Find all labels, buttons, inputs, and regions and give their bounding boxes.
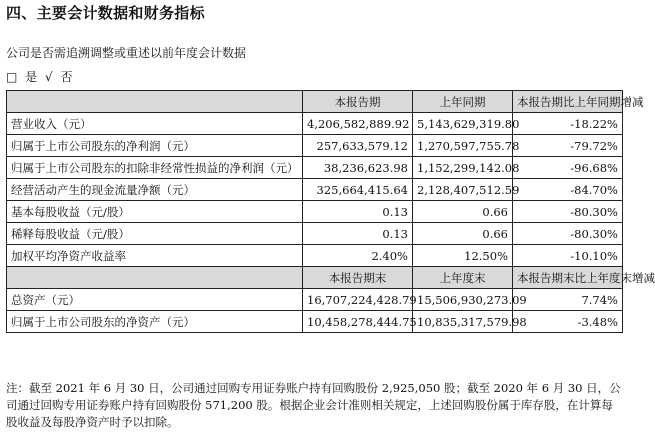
- check-mark-icon: √: [45, 70, 53, 84]
- section-title: 四、主要会计数据和财务指标: [6, 4, 205, 22]
- financial-indicators-table: [6, 90, 655, 333]
- header-cell: 本报告期: [303, 91, 413, 113]
- table-row: [7, 289, 623, 311]
- table-row: [7, 179, 623, 201]
- value-cell: -84.70%: [513, 179, 623, 201]
- value-cell: 10,835,317,579.98: [413, 311, 513, 333]
- value-cell: -18.22%: [513, 113, 623, 135]
- row-label: 归属于上市公司股东的净资产（元）: [7, 311, 303, 333]
- value-cell: 12.50%: [413, 245, 513, 267]
- value-cell: 4,206,582,889.92: [303, 113, 413, 135]
- header-cell: [7, 91, 303, 113]
- row-label: 归属于上市公司股东的扣除非经常性损益的净利润（元）: [7, 157, 303, 179]
- option-yes: 是: [25, 70, 38, 84]
- table-row: [7, 157, 623, 179]
- value-cell: -79.72%: [513, 135, 623, 157]
- value-cell: 7.74%: [513, 289, 623, 311]
- value-cell: 10,458,278,444.75: [303, 311, 413, 333]
- value-cell: 5,143,629,319.80: [413, 113, 513, 135]
- row-label: 营业收入（元）: [7, 113, 303, 135]
- value-cell: -96.68%: [513, 157, 623, 179]
- table-row: [7, 223, 623, 245]
- header-cell: 本报告期末: [303, 267, 413, 289]
- table-row: [7, 245, 623, 267]
- value-cell: -10.10%: [513, 245, 623, 267]
- option-no: 否: [60, 70, 73, 84]
- table-header-period-end: [7, 267, 623, 289]
- row-label: 经营活动产生的现金流量净额（元）: [7, 179, 303, 201]
- value-cell: 38,236,623.98: [303, 157, 413, 179]
- table-row: [7, 113, 623, 135]
- restate-question: 公司是否需追溯调整或重述以前年度会计数据: [6, 46, 247, 60]
- value-cell: 1,152,299,142.08: [413, 157, 513, 179]
- value-cell: -80.30%: [513, 201, 623, 223]
- value-cell: 1,270,597,755.78: [413, 135, 513, 157]
- value-cell: -80.30%: [513, 223, 623, 245]
- table-row: [7, 311, 623, 333]
- row-label: 基本每股收益（元/股）: [7, 201, 303, 223]
- value-cell: 0.66: [413, 223, 513, 245]
- value-cell: 0.66: [413, 201, 513, 223]
- value-cell: 2.40%: [303, 245, 413, 267]
- header-cell: [7, 267, 303, 289]
- row-label: 稀释每股收益（元/股）: [7, 223, 303, 245]
- header-cell: 上年度末: [413, 267, 513, 289]
- value-cell: 15,506,930,273.09: [413, 289, 513, 311]
- restate-options: [6, 68, 77, 85]
- checkbox-box: □: [6, 70, 18, 84]
- table-header-period: [7, 91, 623, 113]
- row-label: 归属于上市公司股东的净利润（元）: [7, 135, 303, 157]
- header-cell: 本报告期比上年同期增减: [513, 91, 623, 113]
- value-cell: 16,707,224,428.79: [303, 289, 413, 311]
- value-cell: -3.48%: [513, 311, 623, 333]
- table-row: [7, 201, 623, 223]
- footnote: 注：截至 2021 年 6 月 30 日，公司通过回购专用证券账户持有回购股份 2,925,050 股；截至 2020 年 6 月 30 日，公司通过回购专用证券账户持有回购股份 571,200 股。根据企业会计准则相关规定，上述回购股份属于库存股，在计算每股收益及每股净资产时予以扣除。: [6, 381, 621, 429]
- value-cell: 325,664,415.64: [303, 179, 413, 201]
- value-cell: 0.13: [303, 201, 413, 223]
- value-cell: 0.13: [303, 223, 413, 245]
- table-row: [7, 135, 623, 157]
- header-cell: 本报告期末比上年度末增减: [513, 267, 623, 289]
- row-label: 总资产（元）: [7, 289, 303, 311]
- value-cell: 257,633,579.12: [303, 135, 413, 157]
- row-label: 加权平均净资产收益率: [7, 245, 303, 267]
- header-cell: 上年同期: [413, 91, 513, 113]
- value-cell: 2,128,407,512.59: [413, 179, 513, 201]
